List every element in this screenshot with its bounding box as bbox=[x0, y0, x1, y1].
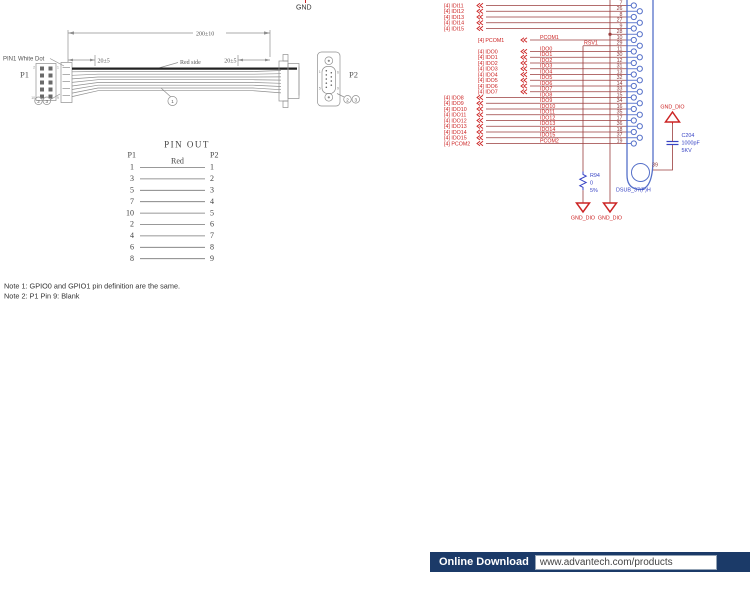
signal-label: [4] PCOM2 bbox=[444, 141, 471, 148]
signal-label: [4] IDO1 bbox=[478, 55, 498, 62]
pin-number: 16 bbox=[616, 103, 623, 110]
signal-label: [4] IDI14 bbox=[444, 20, 465, 27]
junction-dot bbox=[608, 33, 611, 36]
p2-pin-number: 1 bbox=[318, 70, 321, 74]
signal-label: [4] IDO13 bbox=[444, 124, 467, 131]
gnd-top bbox=[296, 0, 312, 12]
offpage-connector-icon bbox=[477, 136, 483, 140]
dsub-shell-pin bbox=[632, 164, 650, 182]
pin-number: 33 bbox=[616, 86, 623, 93]
connector-pin bbox=[631, 49, 636, 54]
pin-number: 37 bbox=[616, 132, 623, 139]
signal-label: [4] IDO5 bbox=[478, 78, 498, 85]
signal-label: [4] IDO12 bbox=[444, 118, 467, 125]
schematic-row bbox=[478, 81, 636, 90]
balloon-number: 1 bbox=[171, 99, 174, 105]
net-label: IDO11 bbox=[540, 109, 555, 116]
pinout-title: PIN OUT bbox=[164, 139, 210, 150]
pinout-p1-cell: 10 bbox=[126, 208, 134, 218]
p1-label: P1 bbox=[20, 69, 29, 80]
net-label: IDO5 bbox=[540, 75, 553, 82]
pin-number: 8 bbox=[619, 11, 623, 18]
pinout-col-p2: P2 bbox=[210, 150, 219, 160]
pin-number-39: 39 bbox=[652, 162, 658, 169]
pinout-p2-cell: 8 bbox=[210, 242, 214, 252]
pinout-p1-cell: 7 bbox=[130, 196, 134, 206]
p1-crimp-lines bbox=[63, 68, 71, 96]
offpage-connector-icon bbox=[521, 38, 527, 42]
gnd-label: GND bbox=[296, 4, 312, 12]
connector-pin bbox=[637, 101, 642, 106]
net-label: PCOM2 bbox=[540, 138, 559, 145]
net-label: IDO12 bbox=[540, 115, 556, 122]
signal-label: [4] IDO6 bbox=[478, 83, 498, 90]
connector-pin bbox=[637, 135, 642, 140]
offpage-connector-icon bbox=[521, 61, 527, 65]
p1-pin-squares bbox=[40, 67, 53, 99]
net-label: IDO3 bbox=[540, 63, 553, 70]
net-label: IDO1 bbox=[540, 52, 553, 59]
pinout-p1-cell: 4 bbox=[130, 231, 134, 241]
offpage-connector-icon bbox=[521, 49, 527, 53]
offpage-connector-icon bbox=[477, 9, 483, 13]
pin-number: 26 bbox=[616, 6, 623, 13]
note-2: Note 2: P1 Pin 9: Blank bbox=[4, 291, 80, 301]
gnd-symbol-icon bbox=[666, 112, 680, 122]
dsub-connector-label: DSUB_37(F)H bbox=[616, 187, 651, 194]
pin-number: 31 bbox=[616, 63, 623, 70]
p2-screw-tab bbox=[283, 55, 288, 62]
signal-label: [4] IDO2 bbox=[478, 60, 498, 67]
p2-pin-number: 5 bbox=[318, 86, 321, 91]
capacitor-rating: 5KV bbox=[681, 148, 692, 154]
pinout-row bbox=[130, 243, 214, 252]
pin-number: 17 bbox=[616, 115, 623, 122]
pin-number: 10 bbox=[616, 34, 623, 41]
pin-number: 29 bbox=[616, 40, 623, 47]
net-label: IDO4 bbox=[540, 69, 553, 76]
signal-label: [4] IDO15 bbox=[444, 135, 467, 142]
gnd-dio-label: GND_DIO bbox=[660, 104, 685, 111]
schematic-row bbox=[444, 12, 636, 21]
gnd-symbol-icon bbox=[604, 203, 617, 212]
pinout-row bbox=[130, 197, 214, 206]
schematic-row bbox=[610, 29, 642, 37]
pinout-row bbox=[126, 208, 214, 217]
arrowhead bbox=[265, 59, 270, 62]
signal-label: [4] IDO9 bbox=[444, 101, 464, 108]
offpage-connector-icon bbox=[521, 90, 527, 94]
p1-pin-number: 9 bbox=[57, 96, 59, 100]
offpage-connector-icon bbox=[521, 84, 527, 88]
offpage-connector-icon bbox=[477, 130, 483, 134]
gnd-symbol-icon bbox=[577, 203, 590, 212]
arrowhead bbox=[68, 31, 74, 34]
schematic bbox=[444, 0, 700, 222]
p2-side-shell bbox=[279, 61, 288, 101]
arrowhead bbox=[90, 59, 95, 62]
pin-number: 34 bbox=[616, 98, 623, 105]
pin-number: 32 bbox=[616, 75, 623, 82]
pin-number: 18 bbox=[616, 126, 623, 133]
net-label: IDO14 bbox=[540, 126, 556, 133]
offpage-connector-icon bbox=[477, 118, 483, 122]
balloon-number: 3 bbox=[354, 97, 358, 103]
offpage-connector-icon bbox=[477, 124, 483, 128]
pinout-p1-cell: 8 bbox=[130, 253, 134, 263]
connector-pin bbox=[631, 14, 636, 19]
signal-label: [4] IDO10 bbox=[444, 106, 467, 113]
pinout-p2-cell: 2 bbox=[210, 174, 214, 184]
p2-pin-number: 6 bbox=[337, 70, 339, 75]
offpage-connector-icon bbox=[521, 67, 527, 71]
p2-dsub-shell bbox=[322, 67, 336, 94]
p1-side-view bbox=[61, 63, 72, 103]
connector-pin bbox=[637, 32, 642, 37]
net-label: IDO10 bbox=[540, 103, 556, 110]
p1-pin-number: 10 bbox=[31, 96, 35, 100]
pinout-p2-cell: 1 bbox=[210, 162, 214, 172]
net-label: IDO8 bbox=[540, 92, 553, 99]
net-label: IDO6 bbox=[540, 80, 553, 87]
pin-number: 7 bbox=[619, 0, 623, 7]
pinout-row bbox=[130, 231, 214, 240]
resistor-ref: R94 bbox=[590, 173, 600, 179]
signal-label: [4] IDO11 bbox=[444, 112, 467, 119]
pinout-p2-cell: 5 bbox=[210, 208, 214, 218]
net-label: PCOM1 bbox=[540, 34, 559, 41]
pinout-p1-cell: 2 bbox=[130, 219, 134, 229]
pin-number: 13 bbox=[616, 69, 623, 76]
offpage-connector-icon bbox=[521, 55, 527, 59]
connector-pin bbox=[631, 72, 636, 77]
signal-label: [4] IDO7 bbox=[478, 89, 498, 96]
pinout-row bbox=[130, 254, 214, 263]
pin-number: 35 bbox=[616, 109, 623, 116]
p2-screw-center bbox=[328, 60, 330, 62]
schematic-row bbox=[444, 6, 642, 15]
pin1-white-dot-label: PIN1 White Dot bbox=[3, 56, 45, 63]
connector-pin bbox=[637, 55, 642, 60]
connector-pin bbox=[637, 66, 642, 71]
offpage-connector-icon bbox=[477, 21, 483, 25]
leader-line bbox=[337, 94, 344, 98]
red-side-label: Red side bbox=[180, 60, 201, 66]
arrowhead bbox=[238, 59, 243, 62]
connector-pin bbox=[637, 112, 642, 117]
p1-pin-number: 1 bbox=[57, 65, 59, 70]
pinout-p1-cell: 5 bbox=[130, 185, 134, 195]
pin-number: 12 bbox=[616, 57, 623, 64]
p2-pin-dots bbox=[326, 70, 333, 88]
pinout-rows bbox=[126, 163, 214, 263]
pin-number: 14 bbox=[616, 80, 623, 87]
signal-label: [4] IDI15 bbox=[444, 26, 465, 33]
offpage-connector-icon bbox=[477, 113, 483, 117]
net-label: IDO15 bbox=[540, 132, 556, 139]
schematic-row bbox=[478, 35, 636, 44]
connector-pin bbox=[637, 43, 642, 48]
online-download-label: Online Download bbox=[439, 556, 529, 568]
pin-number: 11 bbox=[617, 46, 623, 53]
net-label: IDO0 bbox=[540, 46, 553, 53]
pinout-p1-cell: 6 bbox=[130, 242, 134, 252]
footer-bar bbox=[430, 552, 750, 572]
connector-pin bbox=[631, 83, 636, 88]
capacitor-ref: C204 bbox=[681, 133, 695, 139]
p1-front-view bbox=[36, 64, 56, 101]
pin-number: 19 bbox=[616, 138, 623, 145]
signal-label: [4] IDO3 bbox=[478, 66, 498, 73]
balloon-number: 2 bbox=[346, 97, 349, 103]
p2-screw-center bbox=[328, 96, 330, 98]
pinout-p2-cell: 6 bbox=[210, 219, 214, 229]
resistor-value: 0 bbox=[590, 180, 593, 187]
pinout-p2-cell: 9 bbox=[210, 253, 214, 263]
schematic-rows bbox=[444, 0, 642, 147]
offpage-connector-icon bbox=[477, 26, 483, 30]
schematic-row bbox=[478, 46, 636, 55]
pinout-p1-cell: 1 bbox=[130, 162, 134, 172]
footer-url-link[interactable]: www.advantech.com/products bbox=[539, 556, 673, 568]
connector-pin bbox=[631, 26, 636, 31]
pin-number: 9 bbox=[619, 23, 623, 30]
pinout-p2-cell: 4 bbox=[210, 196, 214, 206]
signal-label: [4] IDO4 bbox=[478, 72, 498, 79]
arrowhead bbox=[68, 59, 73, 62]
p2-screw-tab bbox=[283, 101, 288, 108]
net-label: IDO9 bbox=[540, 98, 553, 105]
pinout-p1-cell: 3 bbox=[130, 174, 134, 184]
connector-pin bbox=[631, 3, 636, 8]
balloon-number: 2 bbox=[37, 98, 40, 104]
offpage-connector-icon bbox=[477, 95, 483, 99]
pinout-row bbox=[130, 186, 214, 195]
offpage-connector-icon bbox=[477, 101, 483, 105]
cable-wires bbox=[72, 71, 281, 97]
cable-drawing bbox=[3, 30, 360, 108]
signal-label: [4] IDO8 bbox=[444, 95, 464, 102]
offpage-connector-icon bbox=[477, 107, 483, 111]
gnd-dio-label: GND_DIO bbox=[570, 215, 596, 222]
connector-pin bbox=[637, 20, 642, 25]
resistor-symbol bbox=[580, 172, 586, 191]
pin-number: 15 bbox=[616, 92, 623, 99]
pin-number: 36 bbox=[616, 121, 623, 128]
gnd-dio-label: GND_DIO bbox=[597, 215, 623, 222]
schematic-row bbox=[478, 58, 636, 67]
footer-url-box[interactable] bbox=[535, 555, 717, 570]
offpage-connector-icon bbox=[521, 78, 527, 82]
connector-pin bbox=[637, 9, 642, 14]
dim-right-label: 20±5 bbox=[224, 58, 237, 65]
connector-pin bbox=[631, 141, 636, 146]
net-label: IDO7 bbox=[540, 86, 553, 93]
pinout-wire-note: Red bbox=[171, 156, 184, 166]
net-label: RSV1 bbox=[584, 40, 598, 47]
pinout-table bbox=[126, 140, 218, 263]
connector-pin bbox=[631, 37, 636, 42]
pinout-p2-cell: 7 bbox=[210, 231, 214, 241]
note-1: Note 1: GPIO0 and GPIO1 pin definition are the same. bbox=[4, 281, 181, 291]
connector-pin bbox=[637, 78, 642, 83]
balloon-number: 3 bbox=[45, 98, 49, 104]
net-label: IDO13 bbox=[540, 121, 556, 128]
p1-pin-number: 2 bbox=[33, 65, 35, 70]
signal-label: [4] IDO0 bbox=[478, 49, 498, 56]
pinout-row bbox=[130, 174, 214, 183]
connector-pin bbox=[631, 95, 636, 100]
p2-pin-number: 9 bbox=[337, 86, 339, 91]
connector-pin bbox=[631, 129, 636, 134]
pinout-col-p1: P1 bbox=[127, 150, 136, 160]
connector-pin bbox=[631, 118, 636, 123]
signal-label: [4] IDI11 bbox=[444, 3, 464, 10]
offpage-connector-icon bbox=[477, 141, 483, 145]
connector-pin bbox=[637, 89, 642, 94]
connector-pin bbox=[637, 124, 642, 129]
pin-number: 30 bbox=[616, 52, 623, 59]
pinout-p2-cell: 3 bbox=[210, 185, 214, 195]
p2-label: P2 bbox=[349, 69, 358, 80]
signal-label: [4] IDO14 bbox=[444, 129, 467, 136]
arrowhead bbox=[264, 31, 270, 34]
leader-line bbox=[161, 88, 171, 97]
connector-pin bbox=[631, 106, 636, 111]
resistor-tolerance: 5% bbox=[590, 188, 598, 194]
signal-label: [4] IDI12 bbox=[444, 9, 465, 16]
offpage-connector-icon bbox=[521, 72, 527, 76]
pin-number: 27 bbox=[616, 17, 623, 24]
net-label: IDO2 bbox=[540, 57, 553, 64]
dim-left-label: 20±5 bbox=[97, 58, 110, 65]
signal-label: [4] IDI13 bbox=[444, 14, 465, 21]
dim-total-label: 200±10 bbox=[196, 31, 215, 38]
pinout-row bbox=[130, 220, 214, 229]
schematic-row bbox=[444, 0, 636, 9]
pin-number: 28 bbox=[616, 29, 623, 36]
offpage-connector-icon bbox=[477, 15, 483, 19]
signal-label: [4] PCOM1 bbox=[478, 37, 505, 44]
connector-pin bbox=[631, 60, 636, 65]
capacitor-value: 1000pF bbox=[681, 140, 700, 147]
offpage-connector-icon bbox=[477, 3, 483, 7]
